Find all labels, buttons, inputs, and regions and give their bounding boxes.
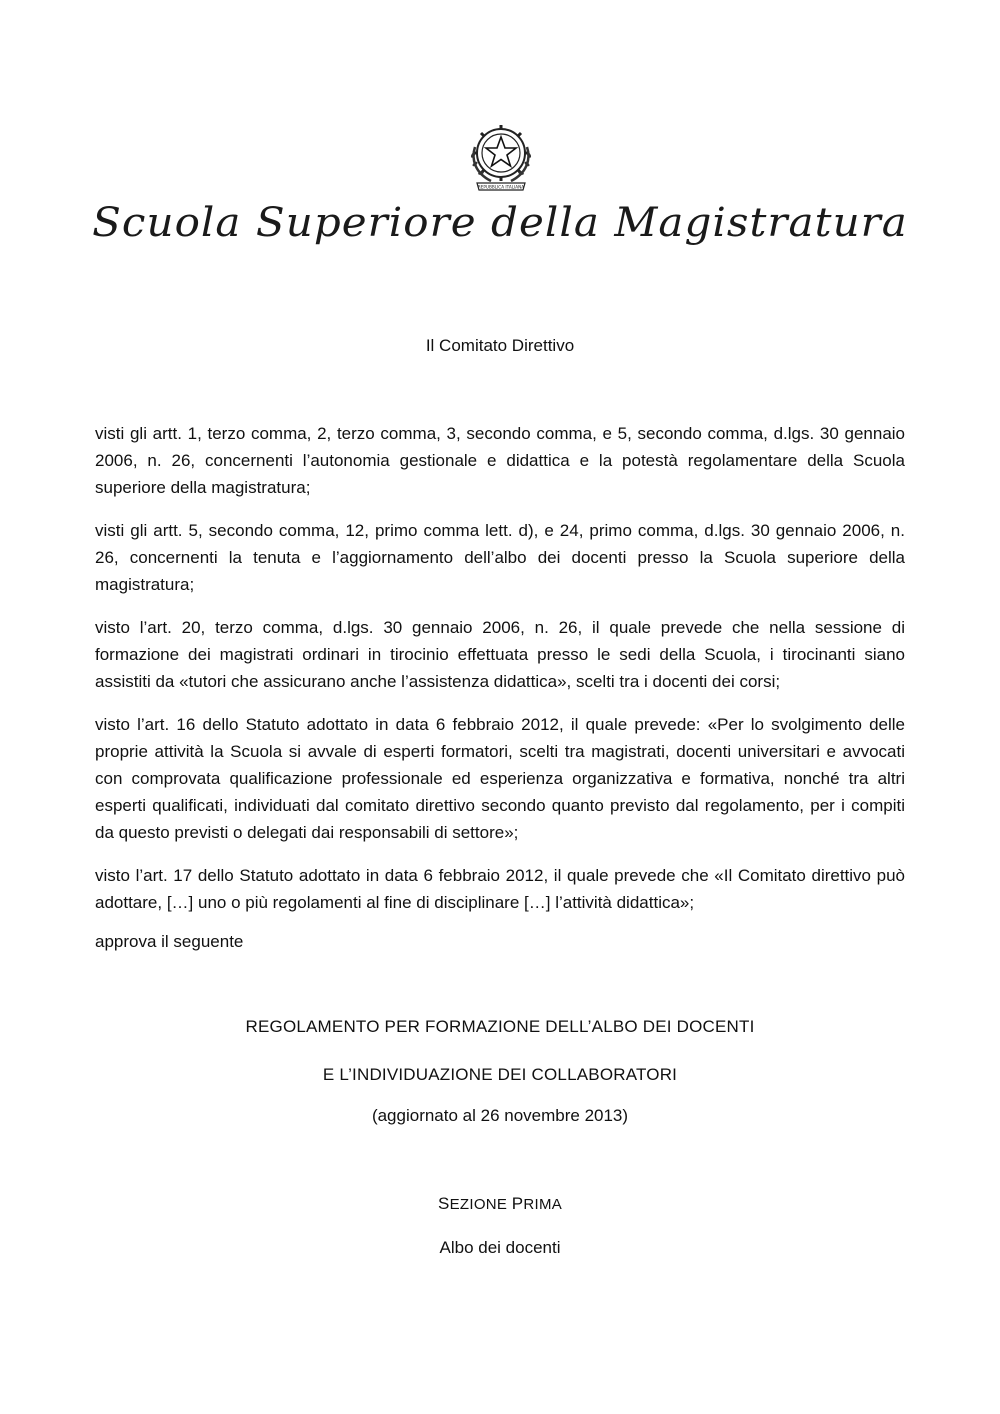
preamble-paragraph: visto l’art. 20, terzo comma, d.lgs. 30 gennaio 2006, n. 26, il quale prevede che nella sessione di formazione dei magistrati ordinari in tirocinio effettuata presso le sedi della Scuola, i tirocinanti siano assistiti da «tutori che assicurano anche l’assistenza didattica», scelti tra i docenti dei corsi; bbox=[95, 618, 905, 691]
preamble-paragraph: visto l’art. 16 dello Statuto adottato in data 6 febbraio 2012, il quale prevede: «Per lo svolgimento delle proprie attività la Scuola si avvale di esperti formatori, scelti tra magistrati, docenti universitari e avvocati con comprovata qualificazione professionale ed esperienza organizzativa e formativa, nonché tra altri esperti qualificati, individuati dal comitato direttivo secondo quanto previsto dal regolamento, per i compiti da questo previsti o delegati dai responsabili di settore»; bbox=[95, 715, 905, 842]
preamble-paragraph: visti gli artt. 1, terzo comma, 2, terzo comma, 3, secondo comma, e 5, secondo comma, d.lgs. 30 gennaio 2006, n. 26, concernenti l’autonomia gestionale e didattica e la potestà regolamentare della Scuola superiore della magistratura; bbox=[95, 424, 905, 497]
school-name-heading: Scuola Superiore della Magistratura bbox=[92, 200, 908, 246]
regulation-title-line-1: REGOLAMENTO PER FORMAZIONE DELL’ALBO DEI DOCENTI bbox=[245, 1017, 755, 1036]
section-label-cap: S bbox=[437, 1194, 450, 1213]
regulation-update-date: (aggiornato al 26 novembre 2013) bbox=[371, 1106, 629, 1125]
preamble-paragraph: visto l’art. 17 dello Statuto adottato in data 6 febbraio 2012, il quale prevede che «Il Comitato direttivo può adottare, […] uno o più regolamenti al fine di disciplinare […] l’attività didattica»; bbox=[95, 866, 905, 912]
regulation-title-line-2: E L’INDIVIDUAZIONE DEI COLLABORATORI bbox=[322, 1065, 678, 1084]
emblem-caption: REPUBBLICA ITALIANA bbox=[477, 184, 525, 190]
section-label bbox=[0, 1194, 1000, 1214]
section-title: Albo dei docenti bbox=[439, 1238, 561, 1257]
approval-line: approva il seguente bbox=[95, 932, 244, 951]
committee-title: Il Comitato Direttivo bbox=[425, 336, 575, 355]
republic-emblem-icon bbox=[465, 117, 537, 195]
section-label-rest: EZIONE bbox=[449, 1196, 512, 1213]
preamble-paragraph: visti gli artt. 5, secondo comma, 12, primo comma lett. d), e 24, primo comma, d.lgs. 30 gennaio 2006, n. 26, concernenti la tenuta e l’aggiornamento dell’albo dei docenti presso la Scuola superiore della magistratura; bbox=[95, 521, 905, 594]
section-label-rest: RIMA bbox=[523, 1196, 563, 1213]
preamble bbox=[95, 420, 905, 932]
section-label-cap: P bbox=[511, 1194, 524, 1213]
